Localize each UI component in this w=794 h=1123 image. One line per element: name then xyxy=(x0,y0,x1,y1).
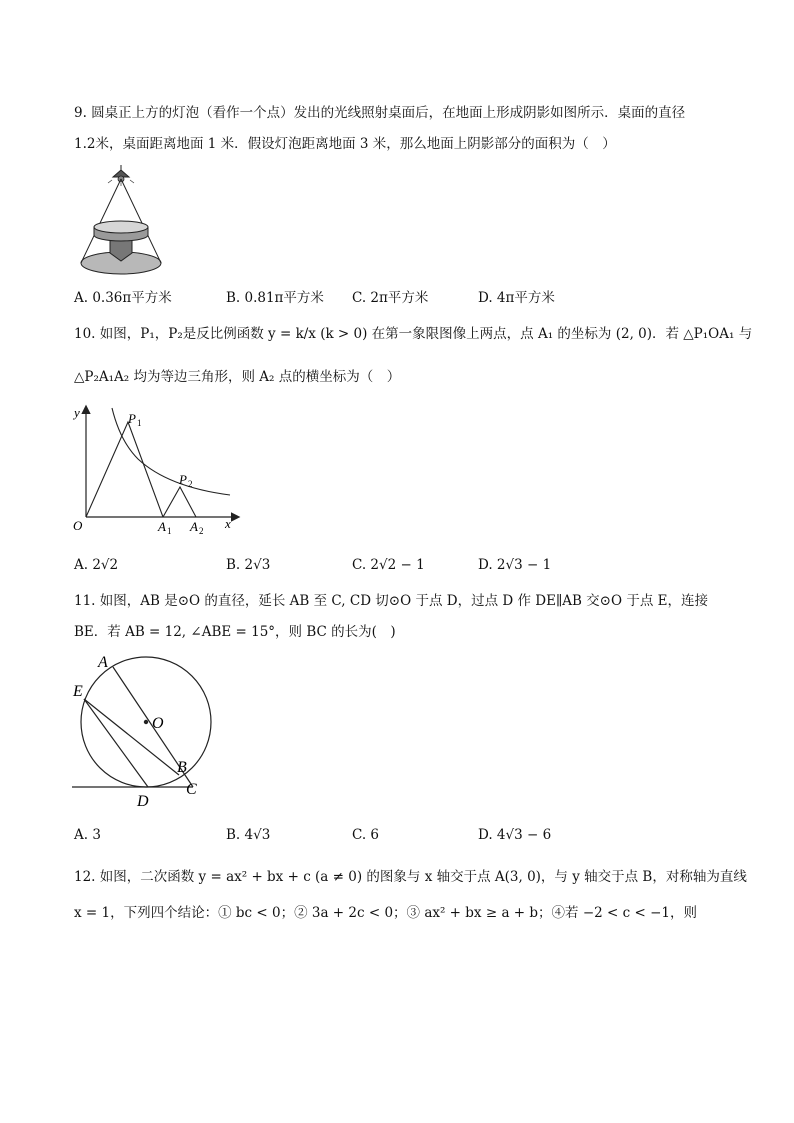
q11-option-b: B. 4√3 xyxy=(226,827,271,843)
q12-line-1: 12. 如图，二次函数 y = ax² + bx + c (a ≠ 0) 的图象与 x 轴交于点 A(3, 0)，与 y 轴交于点 B，对称轴为直线 xyxy=(74,869,747,885)
q11-label-c: C xyxy=(186,781,197,798)
q11-label-a: A xyxy=(98,654,108,671)
q10-label-x: x xyxy=(225,516,231,531)
q10-option-d: D. 2√3 − 1 xyxy=(478,557,552,573)
q10-label-a2: A xyxy=(190,519,198,534)
q10-label-a2-sub: 2 xyxy=(199,526,204,536)
q10-label-o: O xyxy=(73,518,83,533)
q11-option-d: D. 4√3 − 6 xyxy=(478,827,552,843)
q9-line-2: 1.2米，桌面距离地面 1 米．假设灯泡距离地面 3 米，那么地面上阴影部分的面积为（ ） xyxy=(74,136,616,152)
q10-line-2: △P₂A₁A₂ 均为等边三角形，则 A₂ 点的横坐标为（ ） xyxy=(74,369,401,385)
q10-label-p1-sub: 1 xyxy=(137,418,142,428)
q10-line-1: 10. 如图，P₁，P₂是反比例函数 y = k/x (k > 0) 在第一象限图像上两点，点 A₁ 的坐标为 (2, 0)．若 △P₁OA₁ 与 xyxy=(74,326,753,342)
q9-figure-lamp-table xyxy=(78,165,168,280)
q9-line-1: 9. 圆桌正上方的灯泡（看作一个点）发出的光线照射桌面后，在地面上形成阴影如图所示．桌面的直径 xyxy=(74,105,686,121)
q10-label-p2-sub: 2 xyxy=(188,479,193,489)
q11-label-b: B xyxy=(177,759,187,776)
q12-line-2: x = 1，下列四个结论：① bc < 0；② 3a + 2c < 0；③ ax² + bx ≥ a + b；④若 −2 < c < −1，则 xyxy=(74,905,697,921)
q9-option-a: A. 0.36π平方米 xyxy=(74,290,172,306)
q11-label-d: D xyxy=(137,793,149,810)
q9-option-c: C. 2π平方米 xyxy=(352,290,429,306)
q10-figure-hyperbola xyxy=(68,403,243,538)
q11-option-c: C. 6 xyxy=(352,827,380,843)
q11-label-e: E xyxy=(73,683,83,700)
q11-line-2: BE．若 AB = 12, ∠ABE = 15°，则 BC 的长为( ) xyxy=(74,624,396,640)
q11-line-1: 11. 如图，AB 是⊙O 的直径，延长 AB 至 C, CD 切⊙O 于点 D，过点 D 作 DE∥AB 交⊙O 于点 E，连接 xyxy=(74,593,708,609)
q10-label-y: y xyxy=(74,405,80,420)
q10-label-p1: P xyxy=(128,411,136,426)
q10-label-a1-sub: 1 xyxy=(167,526,172,536)
q10-label-a1: A xyxy=(158,519,166,534)
q10-label-p2: P xyxy=(179,472,187,487)
q10-option-a: A. 2√2 xyxy=(74,557,119,573)
q9-option-b: B. 0.81π平方米 xyxy=(226,290,324,306)
q11-option-a: A. 3 xyxy=(74,827,101,843)
q11-label-o: O xyxy=(152,715,164,732)
q10-option-c: C. 2√2 − 1 xyxy=(352,557,425,573)
q10-option-b: B. 2√3 xyxy=(226,557,271,573)
q9-option-d: D. 4π平方米 xyxy=(478,290,555,306)
q11-figure-circle xyxy=(68,648,218,810)
